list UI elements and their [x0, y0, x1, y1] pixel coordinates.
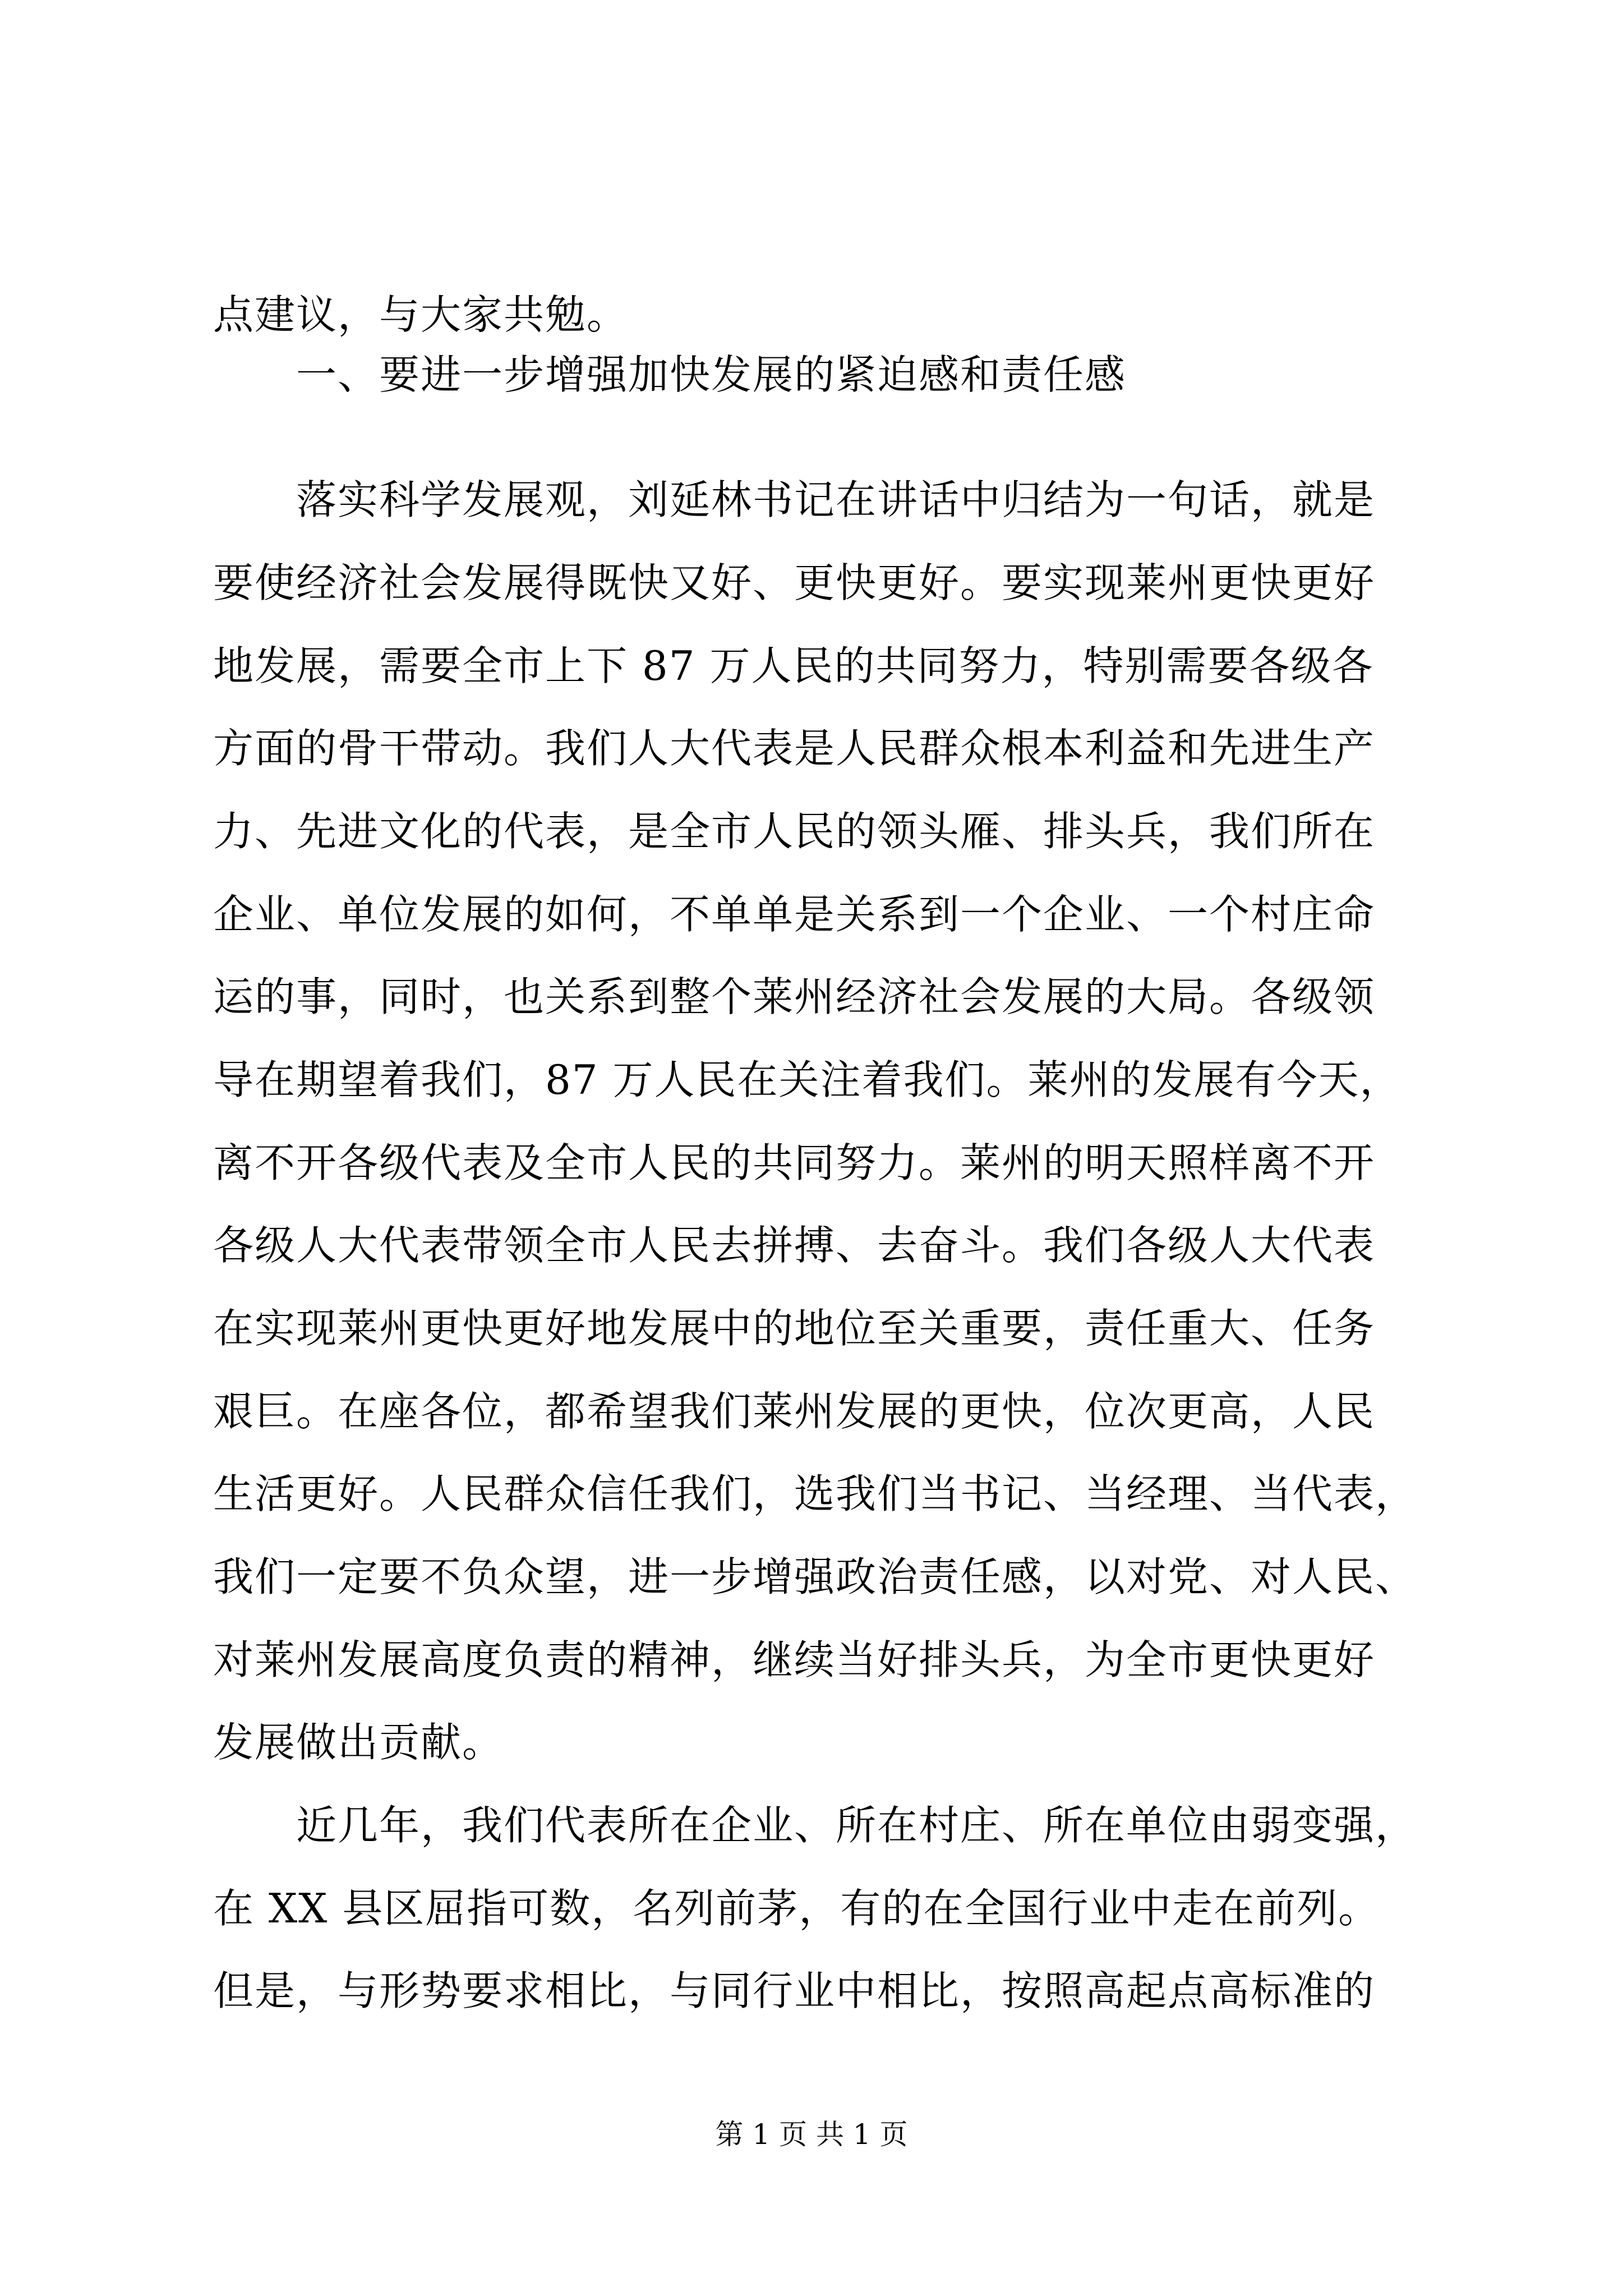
text-line: 落实科学发展观，刘延林书记在讲话中归结为一句话，就是 — [296, 476, 1376, 523]
text-line: 各级人大代表带领全市人民去拼搏、去奋斗。我们各级人大代表 — [213, 1222, 1376, 1269]
section-heading: 一、要进一步增强加快发展的紧迫感和责任感 — [296, 351, 1127, 398]
text-line: 力、先进文化的代表，是全市人民的领头雁、排头兵，我们所在 — [213, 808, 1376, 855]
text-line: 点建议，与大家共勉。 — [213, 291, 629, 338]
text-line: 近几年，我们代表所在企业、所在村庄、所在单位由弱变强， — [296, 1802, 1417, 1849]
text-line: 发展做出贡献。 — [213, 1719, 504, 1766]
text-line: 艰巨。在座各位，都希望我们莱州发展的更快，位次更高，人民 — [213, 1388, 1376, 1435]
text-line: 导在期望着我们，87 万人民在关注着我们。莱州的发展有今天， — [213, 1056, 1401, 1103]
text-line: 方面的骨干带动。我们人大代表是人民群众根本利益和先进生产 — [213, 725, 1376, 772]
text-line: 在 XX 县区屈指可数，名列前茅，有的在全国行业中走在前列。 — [213, 1885, 1380, 1932]
text-line: 运的事，同时，也关系到整个莱州经济社会发展的大局。各级领 — [213, 973, 1376, 1020]
text-line: 我们一定要不负众望，进一步增强政治责任感，以对党、对人民、 — [213, 1553, 1417, 1600]
text-line: 离不开各级代表及全市人民的共同努力。莱州的明天照样离不开 — [213, 1139, 1376, 1186]
text-line: 在实现莱州更快更好地发展中的地位至关重要，责任重大、任务 — [213, 1305, 1376, 1352]
text-line: 但是，与形势要求相比，与同行业中相比，按照高起点高标准的 — [213, 1967, 1376, 2014]
text-line: 企业、单位发展的如何，不单单是关系到一个企业、一个村庄命 — [213, 891, 1376, 938]
text-line: 生活更好。人民群众信任我们，选我们当书记、当经理、当代表， — [213, 1470, 1417, 1517]
text-line: 地发展，需要全市上下 87 万人民的共同努力，特别需要各级各 — [213, 642, 1374, 689]
text-line: 对莱州发展高度负责的精神，继续当好排头兵，为全市更快更好 — [213, 1636, 1376, 1683]
page-footer: 第 1 页 共 1 页 — [715, 2118, 908, 2151]
text-line: 要使经济社会发展得既快又好、更快更好。要实现莱州更快更好 — [213, 559, 1376, 606]
